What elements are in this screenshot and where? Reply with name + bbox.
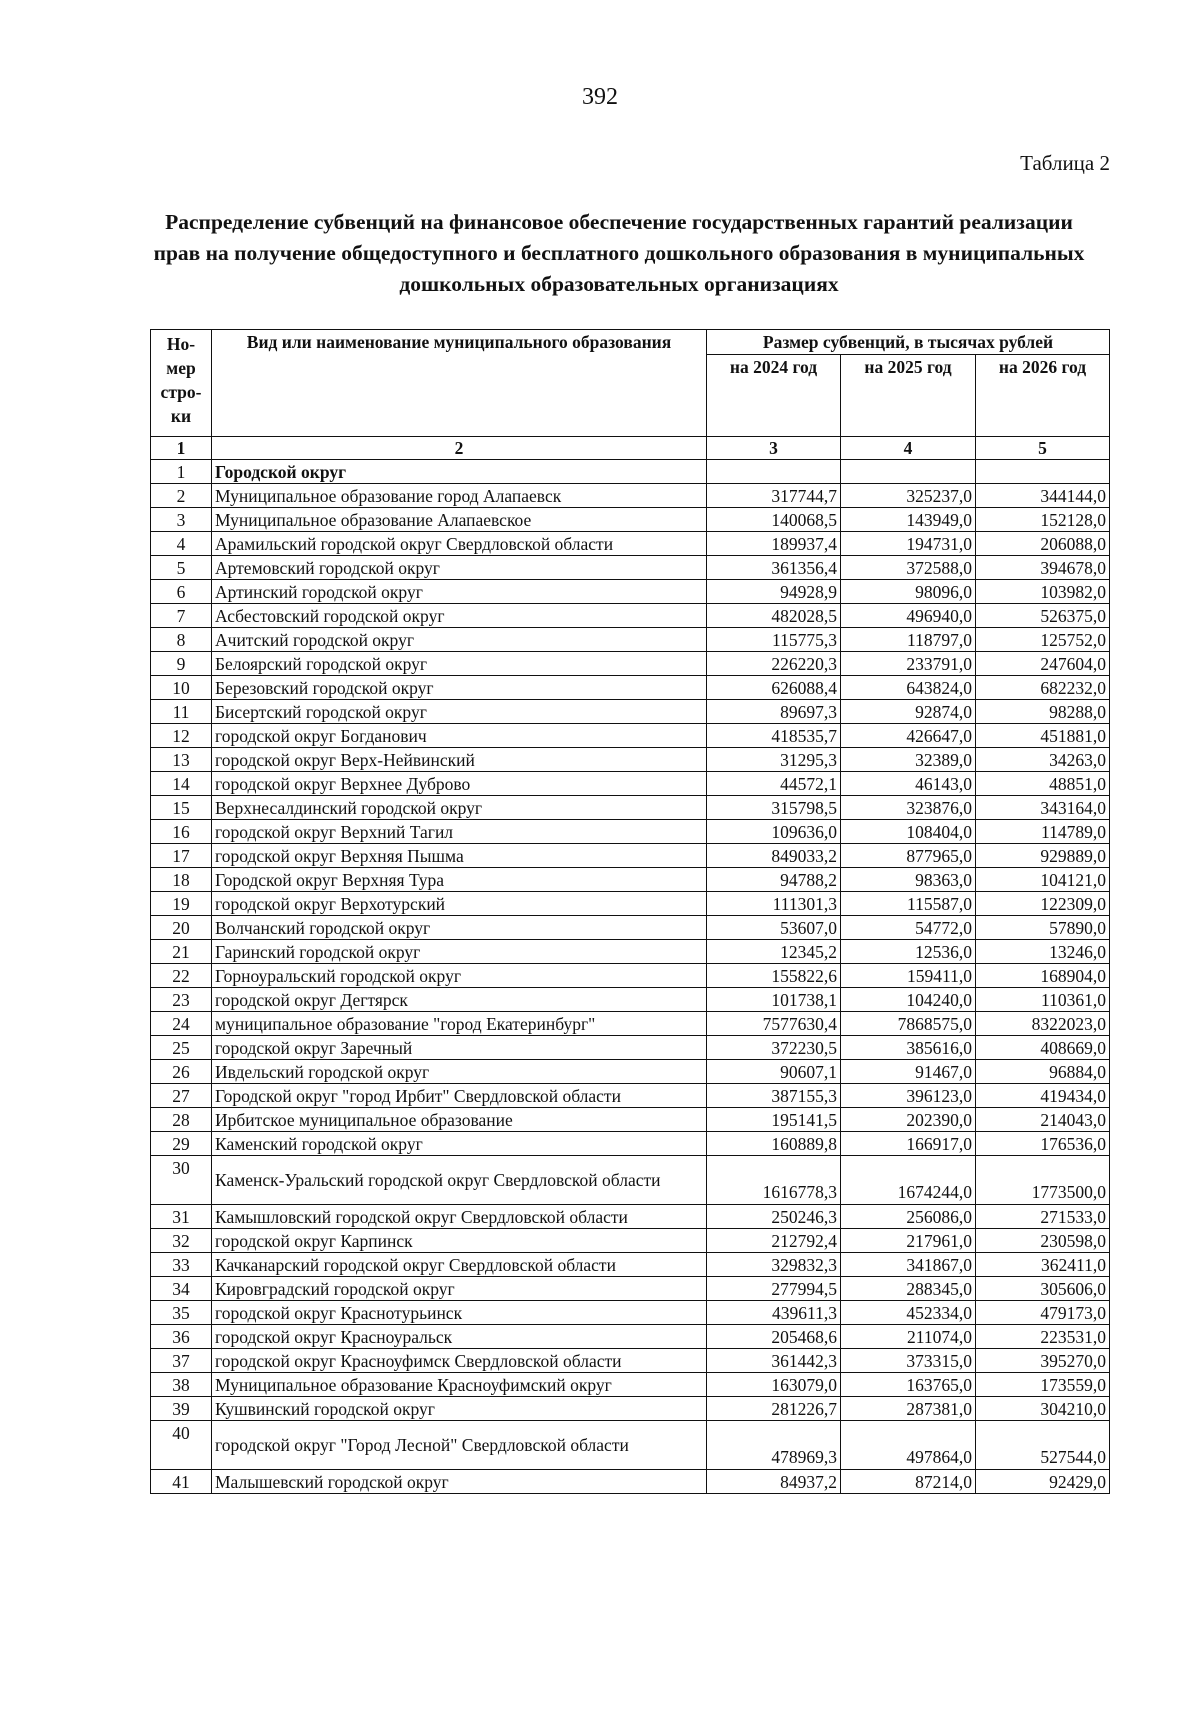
amount-2026-cell: 527544,0 bbox=[976, 1421, 1110, 1470]
table-row bbox=[151, 1349, 1110, 1373]
table-row bbox=[151, 940, 1110, 964]
amount-2026-cell: 104121,0 bbox=[976, 868, 1110, 892]
row-number-cell: 13 bbox=[151, 748, 212, 772]
amount-2025-cell: 87214,0 bbox=[841, 1470, 976, 1494]
amount-2024-cell: 163079,0 bbox=[707, 1373, 841, 1397]
amount-2026-cell: 408669,0 bbox=[976, 1036, 1110, 1060]
municipality-name-cell: Каменск-Уральский городской округ Свердловской области bbox=[212, 1156, 707, 1205]
table-row bbox=[151, 844, 1110, 868]
amount-2024-cell: 226220,3 bbox=[707, 652, 841, 676]
amount-2024-cell: 482028,5 bbox=[707, 604, 841, 628]
amount-2024-cell: 94788,2 bbox=[707, 868, 841, 892]
municipality-name-cell: Асбестовский городской округ bbox=[212, 604, 707, 628]
amount-2024-cell: 205468,6 bbox=[707, 1325, 841, 1349]
table-row bbox=[151, 1084, 1110, 1108]
page-number: 392 bbox=[582, 84, 618, 110]
amount-2025-cell bbox=[841, 460, 976, 484]
amount-2024-cell: 317744,7 bbox=[707, 484, 841, 508]
amount-2024-cell: 281226,7 bbox=[707, 1397, 841, 1421]
table-row bbox=[151, 532, 1110, 556]
municipality-name-cell: Городской округ Верхняя Тура bbox=[212, 868, 707, 892]
amount-2026-cell: 114789,0 bbox=[976, 820, 1110, 844]
table-row bbox=[151, 1277, 1110, 1301]
amount-2026-cell: 122309,0 bbox=[976, 892, 1110, 916]
municipality-name-cell: Бисертский городской округ bbox=[212, 700, 707, 724]
amount-2025-cell: 217961,0 bbox=[841, 1229, 976, 1253]
municipality-name-cell: Гаринский городской округ bbox=[212, 940, 707, 964]
amount-2025-cell: 877965,0 bbox=[841, 844, 976, 868]
year-header-2024: на 2024 год bbox=[707, 355, 841, 437]
amount-2024-cell: 155822,6 bbox=[707, 964, 841, 988]
table-row bbox=[151, 964, 1110, 988]
table-row bbox=[151, 700, 1110, 724]
municipality-name-cell: Белоярский городской округ bbox=[212, 652, 707, 676]
column-number-cell: 4 bbox=[841, 437, 976, 460]
table-row bbox=[151, 652, 1110, 676]
row-number-cell: 14 bbox=[151, 772, 212, 796]
row-number-cell: 21 bbox=[151, 940, 212, 964]
table-row bbox=[151, 1205, 1110, 1229]
amount-2026-cell: 271533,0 bbox=[976, 1205, 1110, 1229]
row-number-cell: 18 bbox=[151, 868, 212, 892]
row-number-cell: 12 bbox=[151, 724, 212, 748]
row-number-cell: 39 bbox=[151, 1397, 212, 1421]
municipality-name-cell: Березовский городской округ bbox=[212, 676, 707, 700]
row-number-cell: 33 bbox=[151, 1253, 212, 1277]
amount-2024-cell: 160889,8 bbox=[707, 1132, 841, 1156]
amount-2024-cell: 84937,2 bbox=[707, 1470, 841, 1494]
amount-2025-cell: 341867,0 bbox=[841, 1253, 976, 1277]
amount-2024-cell: 315798,5 bbox=[707, 796, 841, 820]
municipality-name-cell: городской округ Верхний Тагил bbox=[212, 820, 707, 844]
amount-2026-cell: 125752,0 bbox=[976, 628, 1110, 652]
row-number-cell: 32 bbox=[151, 1229, 212, 1253]
municipality-name-cell: Муниципальное образование Красноуфимский округ bbox=[212, 1373, 707, 1397]
year-header-2025: на 2025 год bbox=[841, 355, 976, 437]
amount-2025-cell: 496940,0 bbox=[841, 604, 976, 628]
amount-2026-cell: 344144,0 bbox=[976, 484, 1110, 508]
amount-2024-cell: 115775,3 bbox=[707, 628, 841, 652]
amount-2024-cell: 44572,1 bbox=[707, 772, 841, 796]
amount-2025-cell: 108404,0 bbox=[841, 820, 976, 844]
municipality-name-cell: Городской округ bbox=[212, 460, 707, 484]
amount-2024-cell: 101738,1 bbox=[707, 988, 841, 1012]
table-row bbox=[151, 1325, 1110, 1349]
subsidy-table bbox=[150, 329, 1110, 1494]
table-row bbox=[151, 796, 1110, 820]
amount-2026-cell: 682232,0 bbox=[976, 676, 1110, 700]
amount-2025-cell: 1674244,0 bbox=[841, 1156, 976, 1205]
document-title: Распределение субвенций на финансовое обеспечение государственных гарантий реализации прав на получение общедоступного и бесплатного дошкольного образования в муниципальных дошкольных образовательных организациях bbox=[153, 210, 1085, 296]
municipality-name-cell: городской округ Верх-Нейвинский bbox=[212, 748, 707, 772]
municipality-name-cell: Волчанский городской округ bbox=[212, 916, 707, 940]
column-number-cell: 5 bbox=[976, 437, 1110, 460]
row-number-cell: 25 bbox=[151, 1036, 212, 1060]
amount-2026-cell: 395270,0 bbox=[976, 1349, 1110, 1373]
amount-2025-cell: 194731,0 bbox=[841, 532, 976, 556]
amount-2026-cell: 394678,0 bbox=[976, 556, 1110, 580]
amount-2025-cell: 202390,0 bbox=[841, 1108, 976, 1132]
name-header: Вид или наименование муниципального образования bbox=[212, 330, 707, 437]
amount-2026-cell: 57890,0 bbox=[976, 916, 1110, 940]
row-number-cell: 31 bbox=[151, 1205, 212, 1229]
amount-2025-cell: 373315,0 bbox=[841, 1349, 976, 1373]
amount-2025-cell: 104240,0 bbox=[841, 988, 976, 1012]
amount-2025-cell: 256086,0 bbox=[841, 1205, 976, 1229]
amount-2026-cell: 419434,0 bbox=[976, 1084, 1110, 1108]
table-row bbox=[151, 1253, 1110, 1277]
municipality-name-cell: городской округ "Город Лесной" Свердловской области bbox=[212, 1421, 707, 1470]
amount-2026-cell: 13246,0 bbox=[976, 940, 1110, 964]
column-number-cell: 3 bbox=[707, 437, 841, 460]
municipality-name-cell: городской округ Верхотурский bbox=[212, 892, 707, 916]
amount-2025-cell: 163765,0 bbox=[841, 1373, 976, 1397]
table-body bbox=[151, 437, 1110, 1494]
table-row bbox=[151, 1156, 1110, 1205]
municipality-name-cell: Городской округ "город Ирбит" Свердловской области bbox=[212, 1084, 707, 1108]
amount-2024-cell: 195141,5 bbox=[707, 1108, 841, 1132]
amount-2025-cell: 159411,0 bbox=[841, 964, 976, 988]
table-row bbox=[151, 484, 1110, 508]
table-row bbox=[151, 1470, 1110, 1494]
row-number-cell: 22 bbox=[151, 964, 212, 988]
row-number-cell: 7 bbox=[151, 604, 212, 628]
table-row bbox=[151, 1301, 1110, 1325]
amount-2026-cell: 98288,0 bbox=[976, 700, 1110, 724]
amount-2024-cell: 250246,3 bbox=[707, 1205, 841, 1229]
row-number-cell: 23 bbox=[151, 988, 212, 1012]
amount-2026-cell: 96884,0 bbox=[976, 1060, 1110, 1084]
row-number-cell: 27 bbox=[151, 1084, 212, 1108]
row-number-cell: 10 bbox=[151, 676, 212, 700]
municipality-name-cell: Артемовский городской округ bbox=[212, 556, 707, 580]
amount-2026-cell: 362411,0 bbox=[976, 1253, 1110, 1277]
amount-2025-cell: 98363,0 bbox=[841, 868, 976, 892]
municipality-name-cell: городской округ Заречный bbox=[212, 1036, 707, 1060]
table-row bbox=[151, 1012, 1110, 1036]
table-row bbox=[151, 460, 1110, 484]
amount-2026-cell: 343164,0 bbox=[976, 796, 1110, 820]
amount-2025-cell: 143949,0 bbox=[841, 508, 976, 532]
row-number-cell: 15 bbox=[151, 796, 212, 820]
table-row bbox=[151, 772, 1110, 796]
row-number-cell: 34 bbox=[151, 1277, 212, 1301]
row-number-cell: 36 bbox=[151, 1325, 212, 1349]
row-number-cell: 1 bbox=[151, 460, 212, 484]
row-number-cell: 26 bbox=[151, 1060, 212, 1084]
amount-2024-cell: 418535,7 bbox=[707, 724, 841, 748]
table-row bbox=[151, 676, 1110, 700]
amount-2024-cell: 94928,9 bbox=[707, 580, 841, 604]
row-number-cell: 5 bbox=[151, 556, 212, 580]
row-number-cell: 19 bbox=[151, 892, 212, 916]
table-row bbox=[151, 988, 1110, 1012]
column-number-cell: 2 bbox=[212, 437, 707, 460]
municipality-name-cell: Каменский городской округ bbox=[212, 1132, 707, 1156]
amount-2026-cell: 305606,0 bbox=[976, 1277, 1110, 1301]
table-row bbox=[151, 916, 1110, 940]
amount-2026-cell: 479173,0 bbox=[976, 1301, 1110, 1325]
table-row bbox=[151, 748, 1110, 772]
municipality-name-cell: Ачитский городской округ bbox=[212, 628, 707, 652]
municipality-name-cell: городской округ Краснотурьинск bbox=[212, 1301, 707, 1325]
amount-2026-cell: 929889,0 bbox=[976, 844, 1110, 868]
amount-2025-cell: 288345,0 bbox=[841, 1277, 976, 1301]
table-row bbox=[151, 580, 1110, 604]
row-number-cell: 16 bbox=[151, 820, 212, 844]
table-row bbox=[151, 1108, 1110, 1132]
amount-2026-cell: 8322023,0 bbox=[976, 1012, 1110, 1036]
amount-2025-cell: 287381,0 bbox=[841, 1397, 976, 1421]
amount-2024-cell: 89697,3 bbox=[707, 700, 841, 724]
amount-2025-cell: 385616,0 bbox=[841, 1036, 976, 1060]
amount-2024-cell: 478969,3 bbox=[707, 1421, 841, 1470]
municipality-name-cell: городской округ Карпинск bbox=[212, 1229, 707, 1253]
table-row bbox=[151, 892, 1110, 916]
amount-2025-cell: 643824,0 bbox=[841, 676, 976, 700]
amount-2026-cell: 48851,0 bbox=[976, 772, 1110, 796]
amount-2025-cell: 46143,0 bbox=[841, 772, 976, 796]
table-row bbox=[151, 1229, 1110, 1253]
amount-2026-cell: 230598,0 bbox=[976, 1229, 1110, 1253]
row-number-header: Но-мер стро-ки bbox=[151, 330, 212, 437]
amount-2024-cell: 53607,0 bbox=[707, 916, 841, 940]
amount-2026-cell: 451881,0 bbox=[976, 724, 1110, 748]
amount-2026-cell: 526375,0 bbox=[976, 604, 1110, 628]
column-number-cell: 1 bbox=[151, 437, 212, 460]
amount-2024-cell: 31295,3 bbox=[707, 748, 841, 772]
amount-2025-cell: 396123,0 bbox=[841, 1084, 976, 1108]
amount-2026-cell: 247604,0 bbox=[976, 652, 1110, 676]
municipality-name-cell: городской округ Верхняя Пышма bbox=[212, 844, 707, 868]
row-number-cell: 41 bbox=[151, 1470, 212, 1494]
amount-2026-cell: 173559,0 bbox=[976, 1373, 1110, 1397]
municipality-name-cell: Качканарский городской округ Свердловской области bbox=[212, 1253, 707, 1277]
table-row bbox=[151, 868, 1110, 892]
row-number-cell: 17 bbox=[151, 844, 212, 868]
row-number-cell: 35 bbox=[151, 1301, 212, 1325]
row-number-cell: 6 bbox=[151, 580, 212, 604]
amount-2024-cell: 329832,3 bbox=[707, 1253, 841, 1277]
row-number-cell: 30 bbox=[151, 1156, 212, 1205]
amount-2025-cell: 32389,0 bbox=[841, 748, 976, 772]
row-number-cell: 11 bbox=[151, 700, 212, 724]
municipality-name-cell: Верхнесалдинский городской округ bbox=[212, 796, 707, 820]
row-number-cell: 20 bbox=[151, 916, 212, 940]
amount-2024-cell: 387155,3 bbox=[707, 1084, 841, 1108]
amount-2025-cell: 325237,0 bbox=[841, 484, 976, 508]
municipality-name-cell: Горноуральский городской округ bbox=[212, 964, 707, 988]
amount-2024-cell: 361442,3 bbox=[707, 1349, 841, 1373]
amount-2025-cell: 426647,0 bbox=[841, 724, 976, 748]
table-row bbox=[151, 1421, 1110, 1470]
amount-2025-cell: 92874,0 bbox=[841, 700, 976, 724]
municipality-name-cell: Кушвинский городской округ bbox=[212, 1397, 707, 1421]
amount-2025-cell: 91467,0 bbox=[841, 1060, 976, 1084]
amount-2026-cell: 176536,0 bbox=[976, 1132, 1110, 1156]
table-row bbox=[151, 628, 1110, 652]
municipality-name-cell: Муниципальное образование город Алапаевск bbox=[212, 484, 707, 508]
municipality-name-cell: городской округ Богданович bbox=[212, 724, 707, 748]
amount-2024-cell: 12345,2 bbox=[707, 940, 841, 964]
year-header-2026: на 2026 год bbox=[976, 355, 1110, 437]
municipality-name-cell: муниципальное образование "город Екатеринбург" bbox=[212, 1012, 707, 1036]
municipality-name-cell: Арамильский городской округ Свердловской области bbox=[212, 532, 707, 556]
amount-group-header: Размер субвенций, в тысячах рублей bbox=[707, 330, 1110, 355]
amount-2024-cell: 277994,5 bbox=[707, 1277, 841, 1301]
amount-2024-cell: 90607,1 bbox=[707, 1060, 841, 1084]
municipality-name-cell: городской округ Дегтярск bbox=[212, 988, 707, 1012]
amount-2026-cell: 206088,0 bbox=[976, 532, 1110, 556]
amount-2025-cell: 233791,0 bbox=[841, 652, 976, 676]
amount-2025-cell: 7868575,0 bbox=[841, 1012, 976, 1036]
row-number-cell: 40 bbox=[151, 1421, 212, 1470]
amount-2024-cell: 189937,4 bbox=[707, 532, 841, 556]
amount-2026-cell: 110361,0 bbox=[976, 988, 1110, 1012]
amount-2026-cell: 152128,0 bbox=[976, 508, 1110, 532]
row-number-cell: 37 bbox=[151, 1349, 212, 1373]
column-number-row bbox=[151, 437, 1110, 460]
amount-2025-cell: 118797,0 bbox=[841, 628, 976, 652]
amount-2025-cell: 98096,0 bbox=[841, 580, 976, 604]
amount-2025-cell: 54772,0 bbox=[841, 916, 976, 940]
table-row bbox=[151, 556, 1110, 580]
table-row bbox=[151, 1060, 1110, 1084]
table-row bbox=[151, 1373, 1110, 1397]
amount-2025-cell: 323876,0 bbox=[841, 796, 976, 820]
amount-2025-cell: 166917,0 bbox=[841, 1132, 976, 1156]
amount-2024-cell: 626088,4 bbox=[707, 676, 841, 700]
table-label: Таблица 2 bbox=[1020, 151, 1110, 175]
municipality-name-cell: городской округ Красноуральск bbox=[212, 1325, 707, 1349]
amount-2026-cell: 214043,0 bbox=[976, 1108, 1110, 1132]
amount-2026-cell: 34263,0 bbox=[976, 748, 1110, 772]
table-row bbox=[151, 1036, 1110, 1060]
amount-2025-cell: 211074,0 bbox=[841, 1325, 976, 1349]
amount-2024-cell: 439611,3 bbox=[707, 1301, 841, 1325]
amount-2025-cell: 115587,0 bbox=[841, 892, 976, 916]
row-number-cell: 28 bbox=[151, 1108, 212, 1132]
table-row bbox=[151, 508, 1110, 532]
municipality-name-cell: Камышловский городской округ Свердловской области bbox=[212, 1205, 707, 1229]
municipality-name-cell: городской округ Красноуфимск Свердловской области bbox=[212, 1349, 707, 1373]
row-number-cell: 3 bbox=[151, 508, 212, 532]
amount-2024-cell: 111301,3 bbox=[707, 892, 841, 916]
amount-2026-cell: 304210,0 bbox=[976, 1397, 1110, 1421]
amount-2024-cell: 212792,4 bbox=[707, 1229, 841, 1253]
table-row bbox=[151, 820, 1110, 844]
amount-2026-cell: 168904,0 bbox=[976, 964, 1110, 988]
amount-2025-cell: 372588,0 bbox=[841, 556, 976, 580]
table-row bbox=[151, 724, 1110, 748]
amount-2024-cell: 372230,5 bbox=[707, 1036, 841, 1060]
municipality-name-cell: Малышевский городской округ bbox=[212, 1470, 707, 1494]
row-number-cell: 8 bbox=[151, 628, 212, 652]
amount-2024-cell: 7577630,4 bbox=[707, 1012, 841, 1036]
municipality-name-cell: Артинский городской округ bbox=[212, 580, 707, 604]
amount-2026-cell: 103982,0 bbox=[976, 580, 1110, 604]
municipality-name-cell: Кировградский городской округ bbox=[212, 1277, 707, 1301]
amount-2025-cell: 452334,0 bbox=[841, 1301, 976, 1325]
amount-2026-cell: 223531,0 bbox=[976, 1325, 1110, 1349]
table-row bbox=[151, 1132, 1110, 1156]
amount-2024-cell bbox=[707, 460, 841, 484]
row-number-cell: 38 bbox=[151, 1373, 212, 1397]
municipality-name-cell: Ирбитское муниципальное образование bbox=[212, 1108, 707, 1132]
municipality-name-cell: городской округ Верхнее Дуброво bbox=[212, 772, 707, 796]
amount-2025-cell: 497864,0 bbox=[841, 1421, 976, 1470]
amount-2026-cell: 92429,0 bbox=[976, 1470, 1110, 1494]
municipality-name-cell: Муниципальное образование Алапаевское bbox=[212, 508, 707, 532]
amount-2025-cell: 12536,0 bbox=[841, 940, 976, 964]
row-number-cell: 24 bbox=[151, 1012, 212, 1036]
amount-2026-cell bbox=[976, 460, 1110, 484]
amount-2024-cell: 140068,5 bbox=[707, 508, 841, 532]
amount-2024-cell: 361356,4 bbox=[707, 556, 841, 580]
amount-2024-cell: 1616778,3 bbox=[707, 1156, 841, 1205]
table-row bbox=[151, 604, 1110, 628]
row-number-cell: 2 bbox=[151, 484, 212, 508]
municipality-name-cell: Ивдельский городской округ bbox=[212, 1060, 707, 1084]
row-number-cell: 4 bbox=[151, 532, 212, 556]
amount-2024-cell: 109636,0 bbox=[707, 820, 841, 844]
amount-2026-cell: 1773500,0 bbox=[976, 1156, 1110, 1205]
row-number-cell: 29 bbox=[151, 1132, 212, 1156]
table-row bbox=[151, 1397, 1110, 1421]
row-number-cell: 9 bbox=[151, 652, 212, 676]
amount-2024-cell: 849033,2 bbox=[707, 844, 841, 868]
